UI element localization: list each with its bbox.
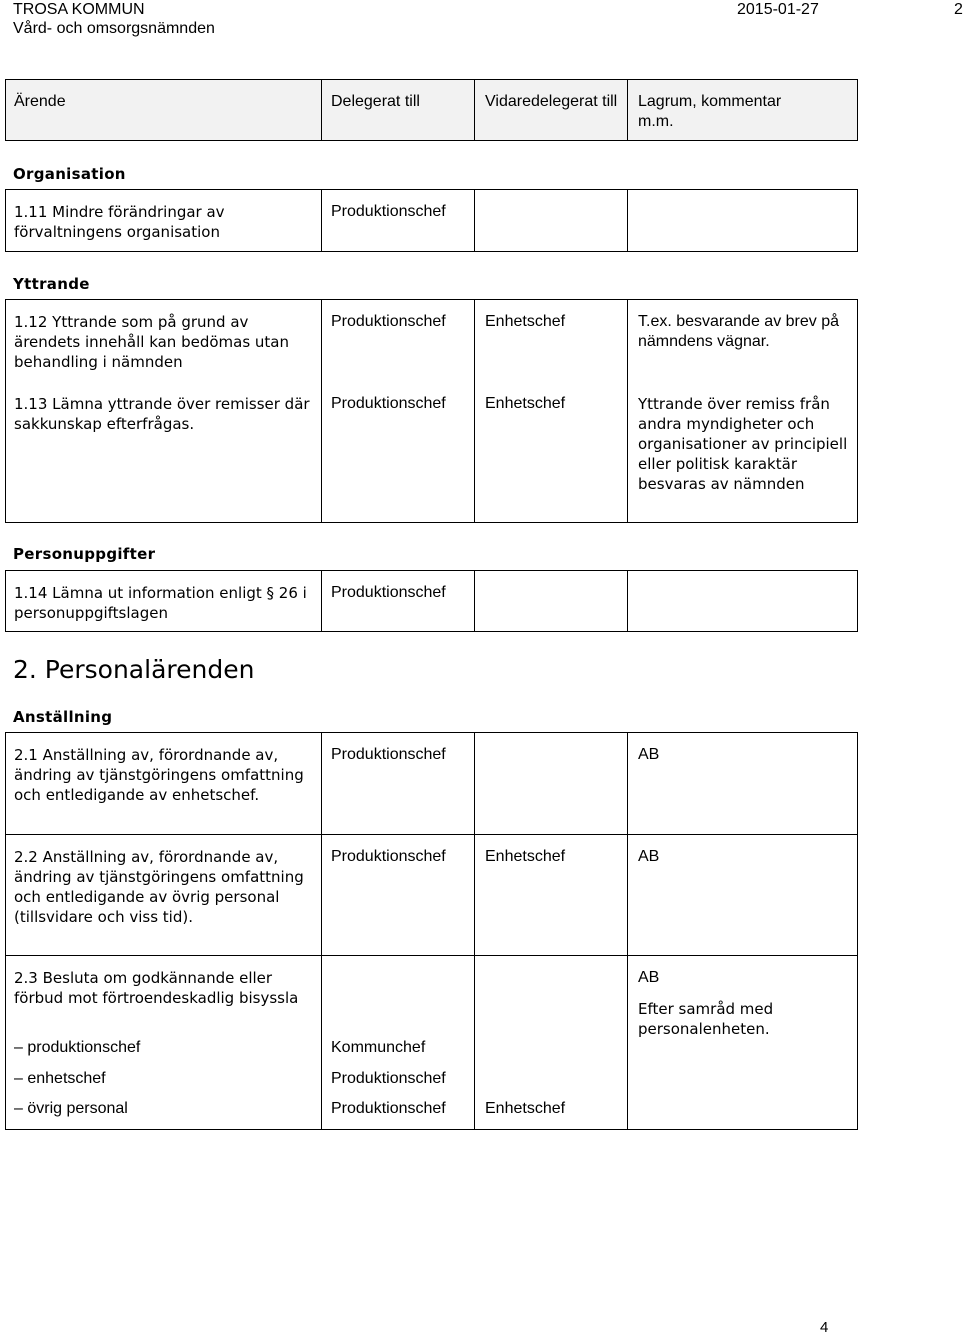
row-1-13-lagrum: Yttrande över remiss från andra myndigheter och organisationer av principiell eller politisk karaktär besvaras av nämnden xyxy=(638,395,848,493)
row-divider xyxy=(6,955,857,956)
row-2-3-sub-delegerat: Kommunchef xyxy=(331,1039,426,1056)
header-date: 2015-01-27 xyxy=(737,1,819,18)
row-1-12-vidaredelegerat: Enhetschef xyxy=(485,313,566,330)
table-group-yttrande xyxy=(5,299,858,523)
row-2-2-arende: 2.2 Anställning av, förordnande av, ändring av tjänstgöringens omfattning och entledigande av övrig personal (tillsvidare och viss tid). xyxy=(14,848,304,926)
section-title-personuppgifter: Personuppgifter xyxy=(13,545,156,563)
header-department: Vård- och omsorgsnämnden xyxy=(13,20,215,37)
column-header-vidaredelegerat: Vidaredelegerat till xyxy=(485,93,618,110)
row-2-1-delegerat: Produktionschef xyxy=(331,746,446,763)
column-header-delegerat: Delegerat till xyxy=(331,93,420,110)
row-2-1-arende: 2.1 Anställning av, förordnande av, ändring av tjänstgöringens omfattning och entledigande av enhetschef. xyxy=(14,746,304,804)
table-row-1-11 xyxy=(5,189,858,252)
page-number: 4 xyxy=(820,1319,829,1336)
row-2-3-sub-label: – enhetschef xyxy=(14,1070,106,1087)
row-delegerat: Produktionschef xyxy=(331,203,446,220)
table-group-anstallning xyxy=(5,732,858,1130)
table-header xyxy=(5,79,858,141)
row-2-3-lagrum-note: Efter samråd med personalenheten. xyxy=(638,1000,774,1038)
row-2-1-lagrum: AB xyxy=(638,746,660,763)
section-title-anstallning: Anställning xyxy=(13,708,113,726)
header-page-mark: 2 xyxy=(954,1,963,18)
row-1-13-delegerat: Produktionschef xyxy=(331,395,446,412)
row-divider xyxy=(6,834,857,835)
row-1-12-delegerat: Produktionschef xyxy=(331,313,446,330)
header-organization: TROSA KOMMUN xyxy=(13,1,145,18)
row-1-13-vidaredelegerat: Enhetschef xyxy=(485,395,566,412)
section-title-organisation: Organisation xyxy=(13,165,126,183)
row-2-3-sub-delegerat: Produktionschef xyxy=(331,1100,446,1117)
row-2-2-vidaredelegerat: Enhetschef xyxy=(485,848,566,865)
row-2-3-arende: 2.3 Besluta om godkännande eller förbud mot förtroendeskadlig bisyssla xyxy=(14,969,299,1007)
section-title-yttrande: Yttrande xyxy=(13,275,90,293)
row-2-3-sub-delegerat: Produktionschef xyxy=(331,1070,446,1087)
row-arende: 1.14 Lämna ut information enligt § 26 i personuppgiftslagen xyxy=(14,584,307,622)
row-delegerat: Produktionschef xyxy=(331,584,446,601)
row-1-12-arende: 1.12 Yttrande som på grund av ärendets innehåll kan bedömas utan behandling i nämnden xyxy=(14,313,290,371)
column-header-lagrum: Lagrum, kommentar m.m. xyxy=(638,93,782,130)
row-1-13-arende: 1.13 Lämna yttrande över remisser där sakkunskap efterfrågas. xyxy=(14,395,310,433)
column-header-arende: Ärende xyxy=(14,93,66,110)
row-2-3-sub-label: – produktionschef xyxy=(14,1039,141,1056)
row-arende: 1.11 Mindre förändringar av förvaltningens organisation xyxy=(14,203,225,241)
row-2-3-lagrum-ab: AB xyxy=(638,969,660,986)
chapter-title-personalarenden: 2. Personalärenden xyxy=(13,655,255,684)
row-2-3-sub-label: – övrig personal xyxy=(14,1100,128,1117)
row-2-3-sub-vidaredelegerat: Enhetschef xyxy=(485,1100,566,1117)
row-2-2-delegerat: Produktionschef xyxy=(331,848,446,865)
row-2-2-lagrum: AB xyxy=(638,848,660,865)
row-1-12-lagrum: T.ex. besvarande av brev på nämndens vägnar. xyxy=(638,313,840,350)
table-row-1-14 xyxy=(5,570,858,632)
